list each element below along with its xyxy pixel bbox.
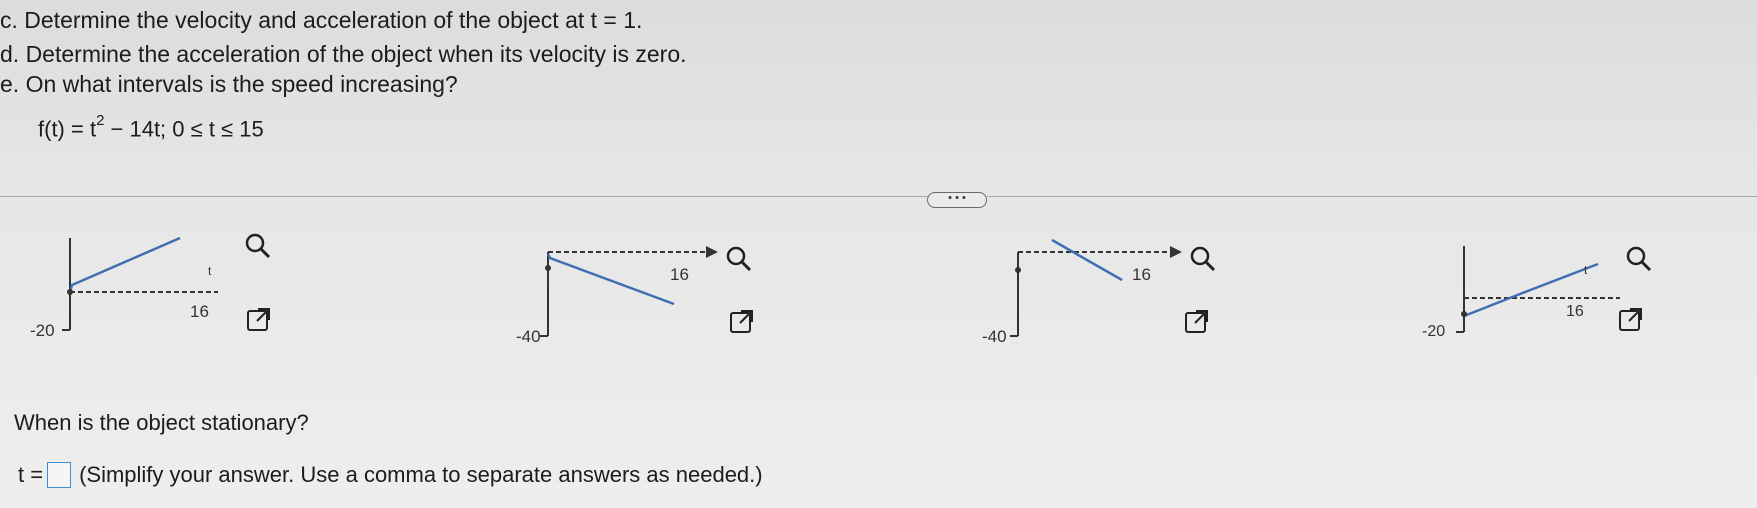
graph-d-y-label: -20 <box>1422 323 1446 340</box>
graph-b-zoom-icon[interactable] <box>725 245 753 273</box>
answer-row <box>18 462 763 488</box>
function-lhs: f(t) = t <box>38 116 97 142</box>
graph-d-axis-label: t <box>1584 263 1588 277</box>
answer-hint: (Simplify your answer. Use a comma to separate answers as needed.) <box>79 462 763 487</box>
graph-option-c[interactable] <box>972 232 1182 350</box>
graph-b-popout-icon[interactable] <box>728 307 756 335</box>
graph-a-y-label: -20 <box>30 321 55 340</box>
graph-option-d[interactable] <box>1420 238 1630 342</box>
more-options-button[interactable]: • • • <box>927 192 987 208</box>
graph-c-zoom-icon[interactable] <box>1189 245 1217 273</box>
graph-d-zoom-icon[interactable] <box>1625 245 1653 273</box>
graph-d-popout-icon[interactable] <box>1617 305 1645 333</box>
question-d: d. Determine the acceleration of the object when its velocity is zero. <box>0 41 687 67</box>
graph-option-b[interactable] <box>508 240 718 350</box>
answer-input[interactable] <box>47 462 71 488</box>
question-stationary: When is the object stationary? <box>14 410 309 435</box>
graph-c-y-label: -40 <box>982 327 1007 346</box>
graph-d-x-label: 16 <box>1566 303 1584 320</box>
graph-a-zoom-icon[interactable] <box>244 232 272 260</box>
question-e: e. On what intervals is the speed increasing? <box>0 71 458 97</box>
graph-b-y-label: -40 <box>516 327 541 346</box>
graph-option-a[interactable] <box>30 230 228 340</box>
graph-c-popout-icon[interactable] <box>1183 307 1211 335</box>
graph-c-x-label: 16 <box>1132 265 1151 284</box>
section-divider <box>0 196 1757 197</box>
graph-a-popout-icon[interactable] <box>245 305 273 333</box>
function-exponent: 2 <box>96 112 105 129</box>
function-rhs: − 14t; 0 ≤ t ≤ 15 <box>104 116 264 142</box>
graph-b-x-label: 16 <box>670 265 689 284</box>
function-definition <box>38 112 264 142</box>
graph-a-axis-label: t <box>208 264 212 278</box>
question-c: c. Determine the velocity and acceleration of the object at t = 1. <box>0 7 643 33</box>
answer-var-label: t = <box>18 462 44 487</box>
graph-a-x-label: 16 <box>190 302 209 321</box>
